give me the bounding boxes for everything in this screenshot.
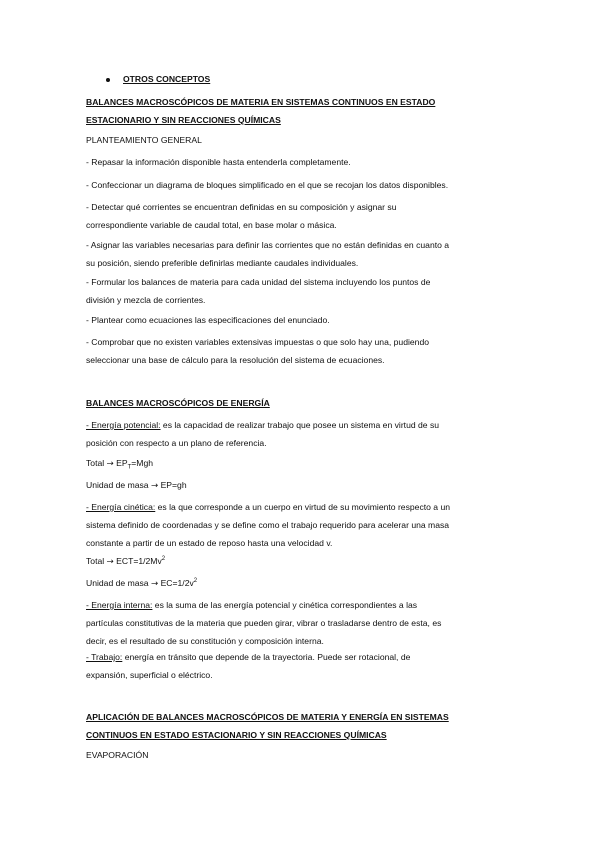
list-item-line: - Comprobar que no existen variables extensivas impuestas o que solo hay una, pudiendo — [86, 337, 430, 347]
formula-total-ec — [86, 550, 526, 571]
definition-text: expansión, superficial o eléctrico. — [86, 670, 213, 680]
section1-title-line2: ESTACIONARIO Y SIN REACCIONES QUÍMICAS — [86, 115, 281, 125]
right-arrow-icon: → — [106, 556, 114, 567]
list-item — [86, 273, 526, 309]
list-item-line: su posición, siendo preferible definirlas mediante caudales individuales. — [86, 258, 359, 268]
list-item-line: - Confeccionar un diagrama de bloques simplificado en el que se recojan los datos disponibles. — [86, 180, 449, 190]
term-cinetica: - Energía cinética: — [86, 502, 156, 512]
definition-trabajo — [86, 648, 526, 684]
list-item — [86, 198, 526, 234]
formula-label: Total — [86, 555, 107, 566]
list-item — [86, 236, 526, 272]
formula-label: Unidad de masa — [86, 480, 151, 490]
formula-text: EP=gh — [158, 480, 187, 490]
section3-subtitle: EVAPORACIÓN — [86, 750, 149, 760]
list-item-line: - Asignar las variables necesarias para definir las corrientes que no están definidas en cuanto a — [86, 240, 450, 250]
section3-title — [86, 708, 526, 744]
definition-text: decir, es el resultado de su constitución y composición interna. — [86, 636, 324, 646]
list-item — [86, 176, 526, 194]
definition-potencial — [86, 416, 526, 452]
list-item — [86, 311, 526, 329]
section1-title-line1: BALANCES MACROSCÓPICOS DE MATERIA EN SISTEMAS CONTINUOS EN ESTADO — [86, 97, 436, 107]
list-item-line: división y mezcla de corrientes. — [86, 295, 206, 305]
section3-title-line2: CONTINUOS EN ESTADO ESTACIONARIO Y SIN REACCIONES QUÍMICAS — [86, 730, 387, 740]
formula-text: EC=1/2v — [158, 577, 194, 588]
list-item — [86, 333, 526, 369]
formula-superscript: 2 — [161, 556, 166, 562]
formula-text: EP — [113, 458, 128, 468]
formula-text: =Mgh — [131, 458, 154, 468]
list-item-line: - Plantear como ecuaciones las especificaciones del enunciado. — [86, 315, 330, 325]
definition-text: es la que corresponde a un cuerpo en virtud de su movimiento respecto a un — [155, 502, 451, 512]
term-potencial: - Energía potencial: — [86, 420, 161, 430]
definition-text: partículas constitutivas de la materia que pueden girar, vibrar o trasladarse dentro de esta, es — [86, 618, 442, 628]
formula-mass-ep — [86, 476, 526, 495]
definition-text: constante a partir de un estado de reposo hasta una velocidad v. — [86, 538, 333, 548]
definition-text: posición con respecto a un plano de referencia. — [86, 438, 267, 448]
list-item-line: - Detectar qué corrientes se encuentran definidas en su composición y asignar su — [86, 202, 397, 212]
section1-title — [86, 93, 526, 129]
bullet-heading: OTROS CONCEPTOS — [123, 74, 211, 84]
formula-total-ep — [86, 454, 526, 477]
formula-text: ECT=1/2Mv — [113, 555, 162, 566]
right-arrow-icon: → — [150, 578, 159, 589]
term-interna: - Energía interna: — [86, 600, 153, 610]
formula-mass-ec — [86, 572, 526, 593]
definition-text: es la suma de las energía potencial y cinética correspondientes a las — [152, 600, 418, 610]
formula-label: Total — [86, 458, 107, 468]
list-item-line: - Repasar la información disponible hasta entenderla completamente. — [86, 157, 351, 167]
right-arrow-icon: → — [150, 481, 159, 491]
bullet-dot-icon — [106, 78, 110, 82]
definition-text: sistema definido de coordenadas y se define como el trabajo requerido para acelerar una masa — [86, 520, 450, 530]
list-item-line: - Formular los balances de materia para cada unidad del sistema incluyendo los puntos de — [86, 277, 431, 287]
definition-text: energía en tránsito que depende de la trayectoria. Puede ser rotacional, de — [122, 652, 411, 662]
formula-label: Unidad de masa — [86, 577, 151, 588]
list-item-line: seleccionar una base de cálculo para la resolución del sistema de ecuaciones. — [86, 355, 385, 365]
definition-text: es la capacidad de realizar trabajo que posee un sistema en virtud de su — [160, 420, 440, 430]
right-arrow-icon: → — [106, 459, 114, 469]
definition-cinetica — [86, 498, 526, 552]
term-trabajo: - Trabajo: — [86, 652, 123, 662]
definition-interna — [86, 596, 526, 650]
formula-superscript: 2 — [193, 578, 198, 584]
section2-title: BALANCES MACROSCÓPICOS DE ENERGÍA — [86, 398, 270, 408]
section1-subtitle: PLANTEAMIENTO GENERAL — [86, 135, 202, 145]
bullet-heading-row — [106, 70, 210, 88]
section3-title-line1: APLICACIÓN DE BALANCES MACROSCÓPICOS DE MATERIA Y ENERGÍA EN SISTEMAS — [86, 712, 449, 722]
list-item-line: correspondiente variable de caudal total, en base molar o másica. — [86, 220, 337, 230]
list-item — [86, 153, 526, 171]
formula-subscript: T — [127, 464, 132, 471]
